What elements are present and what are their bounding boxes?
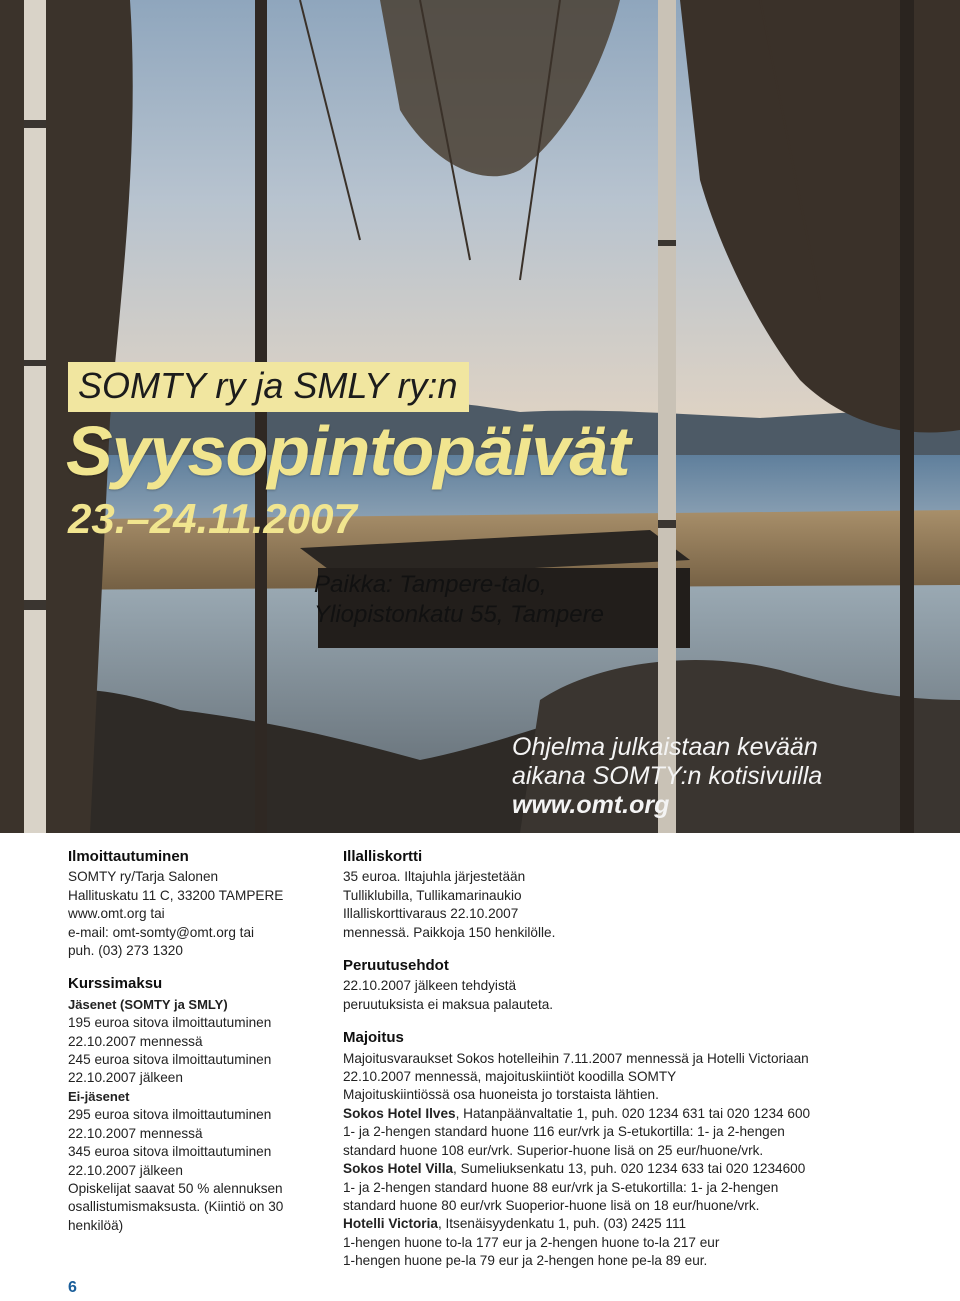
- fee-heading: Kurssimaksu: [68, 975, 163, 993]
- registration-line: SOMTY ry/Tarja Salonen: [68, 869, 219, 885]
- registration-phone: puh. (03) 273 1320: [68, 943, 183, 959]
- registration-email-link[interactable]: e-mail: omt-somty@omt.org tai: [68, 924, 255, 940]
- venue-line: Paikka: Tampere-talo,: [314, 571, 547, 598]
- hotel-rate-line: standard huone 80 eur/vrk Suoperior-huone lisä on 18 eur/huone/vrk.: [343, 1197, 760, 1213]
- venue-info: [314, 570, 604, 630]
- fee-nonmembers-heading: Ei-jäsenet: [68, 1088, 130, 1104]
- cancellation-line: peruutuksista ei maksua palauteta.: [343, 996, 554, 1012]
- accommodation-line: Majoitusvaraukset Sokos hotelleihin 7.11.2007 mennessä ja Hotelli Victoriaan: [343, 1050, 809, 1066]
- accommodation-line: Majoituskiintiössä osa huoneista jo torstaista lähtien.: [343, 1087, 659, 1103]
- registration-heading: Ilmoittautuminen: [68, 848, 189, 865]
- fee-line: 245 euroa sitova ilmoittautuminen: [68, 1052, 272, 1068]
- fee-line: 22.10.2007 jälkeen: [68, 1070, 183, 1086]
- dinner-line: Illalliskorttivaraus 22.10.2007: [343, 906, 519, 922]
- organizers-label: SOMTY ry ja SMLY ry:n: [68, 362, 469, 412]
- fee-line: 295 euroa sitova ilmoittautuminen: [68, 1107, 272, 1123]
- dinner-line: Tulliklubilla, Tullikamarinaukio: [343, 887, 522, 903]
- accommodation-heading: Majoitus: [343, 1029, 404, 1047]
- accommodation-line: 22.10.2007 mennessä, majoituskiintiöt koodilla SOMTY: [343, 1069, 677, 1085]
- hotel-rate-line: 1-hengen huone pe-la 79 eur ja 2-hengen hone pe-la 89 eur.: [343, 1253, 708, 1269]
- fee-line: 22.10.2007 mennessä: [68, 1125, 203, 1141]
- program-notice: [512, 733, 822, 820]
- cancellation-line: 22.10.2007 jälkeen tehdyistä: [343, 978, 517, 994]
- dinner-line: mennessä. Paikkoja 150 henkilölle.: [343, 924, 556, 940]
- hotel-address: , Hatanpäänvaltatie 1, puh. 020 1234 631 tai 020 1234 600: [455, 1105, 811, 1121]
- program-line: aikana SOMTY:n kotisivuilla: [512, 762, 823, 790]
- hotel-rate-line: 1- ja 2-hengen standard huone 116 eur/vrk ja S-etukortilla: 1- ja 2-hengen: [343, 1124, 785, 1140]
- registration-web-link[interactable]: www.omt.org tai: [68, 906, 165, 922]
- left-column: [68, 848, 328, 1235]
- program-url-link[interactable]: www.omt.org: [512, 791, 670, 819]
- right-column: [343, 848, 943, 1271]
- event-date: 23.–24.11.2007: [68, 495, 357, 542]
- hotel-entry: [343, 1105, 943, 1123]
- fee-line: 22.10.2007 mennessä: [68, 1033, 203, 1049]
- fee-line: 195 euroa sitova ilmoittautuminen: [68, 1015, 272, 1031]
- fee-members-heading: Jäsenet (SOMTY ja SMLY): [68, 996, 228, 1012]
- hotel-name: Sokos Hotel Ilves: [343, 1105, 456, 1121]
- venue-line: Yliopistonkatu 55, Tampere: [314, 601, 604, 628]
- dinner-line: 35 euroa. Iltajuhla järjestetään: [343, 869, 526, 885]
- dinner-heading: Illalliskortti: [343, 848, 423, 865]
- program-line: Ohjelma julkaistaan kevään: [512, 733, 818, 761]
- fee-line: 345 euroa sitova ilmoittautuminen: [68, 1144, 272, 1160]
- hotel-entry: [343, 1215, 943, 1233]
- students-note: Opiskelijat saavat 50 % alennuksen osallistumismaksusta. (Kiintiö on 30 henkilöä): [68, 1180, 284, 1233]
- hotel-name: Sokos Hotel Villa: [343, 1161, 454, 1177]
- event-title: Syysopintopäivät: [66, 412, 630, 490]
- hotel-rate-line: 1- ja 2-hengen standard huone 88 eur/vrk ja S-etukortilla: 1- ja 2-hengen: [343, 1179, 779, 1195]
- hotel-entry: [343, 1160, 943, 1178]
- fee-line: 22.10.2007 jälkeen: [68, 1162, 183, 1178]
- registration-line: Hallituskatu 11 C, 33200 TAMPERE: [68, 887, 284, 903]
- page-number: 6: [68, 1279, 77, 1296]
- hotel-address: , Sumeliuksenkatu 13, puh. 020 1234 633 tai 020 1234600: [453, 1161, 806, 1177]
- hotel-name: Hotelli Victoria: [343, 1216, 438, 1232]
- hotel-rate-line: 1-hengen huone to-la 177 eur ja 2-hengen huone to-la 217 eur: [343, 1234, 720, 1250]
- hotel-address: , Itsenäisyydenkatu 1, puh. (03) 2425 111: [437, 1216, 687, 1232]
- cancellation-heading: Peruutusehdot: [343, 957, 449, 975]
- hotel-rate-line: standard huone 108 eur/vrk. Superior-huone lisä on 25 eur/huone/vrk.: [343, 1142, 764, 1158]
